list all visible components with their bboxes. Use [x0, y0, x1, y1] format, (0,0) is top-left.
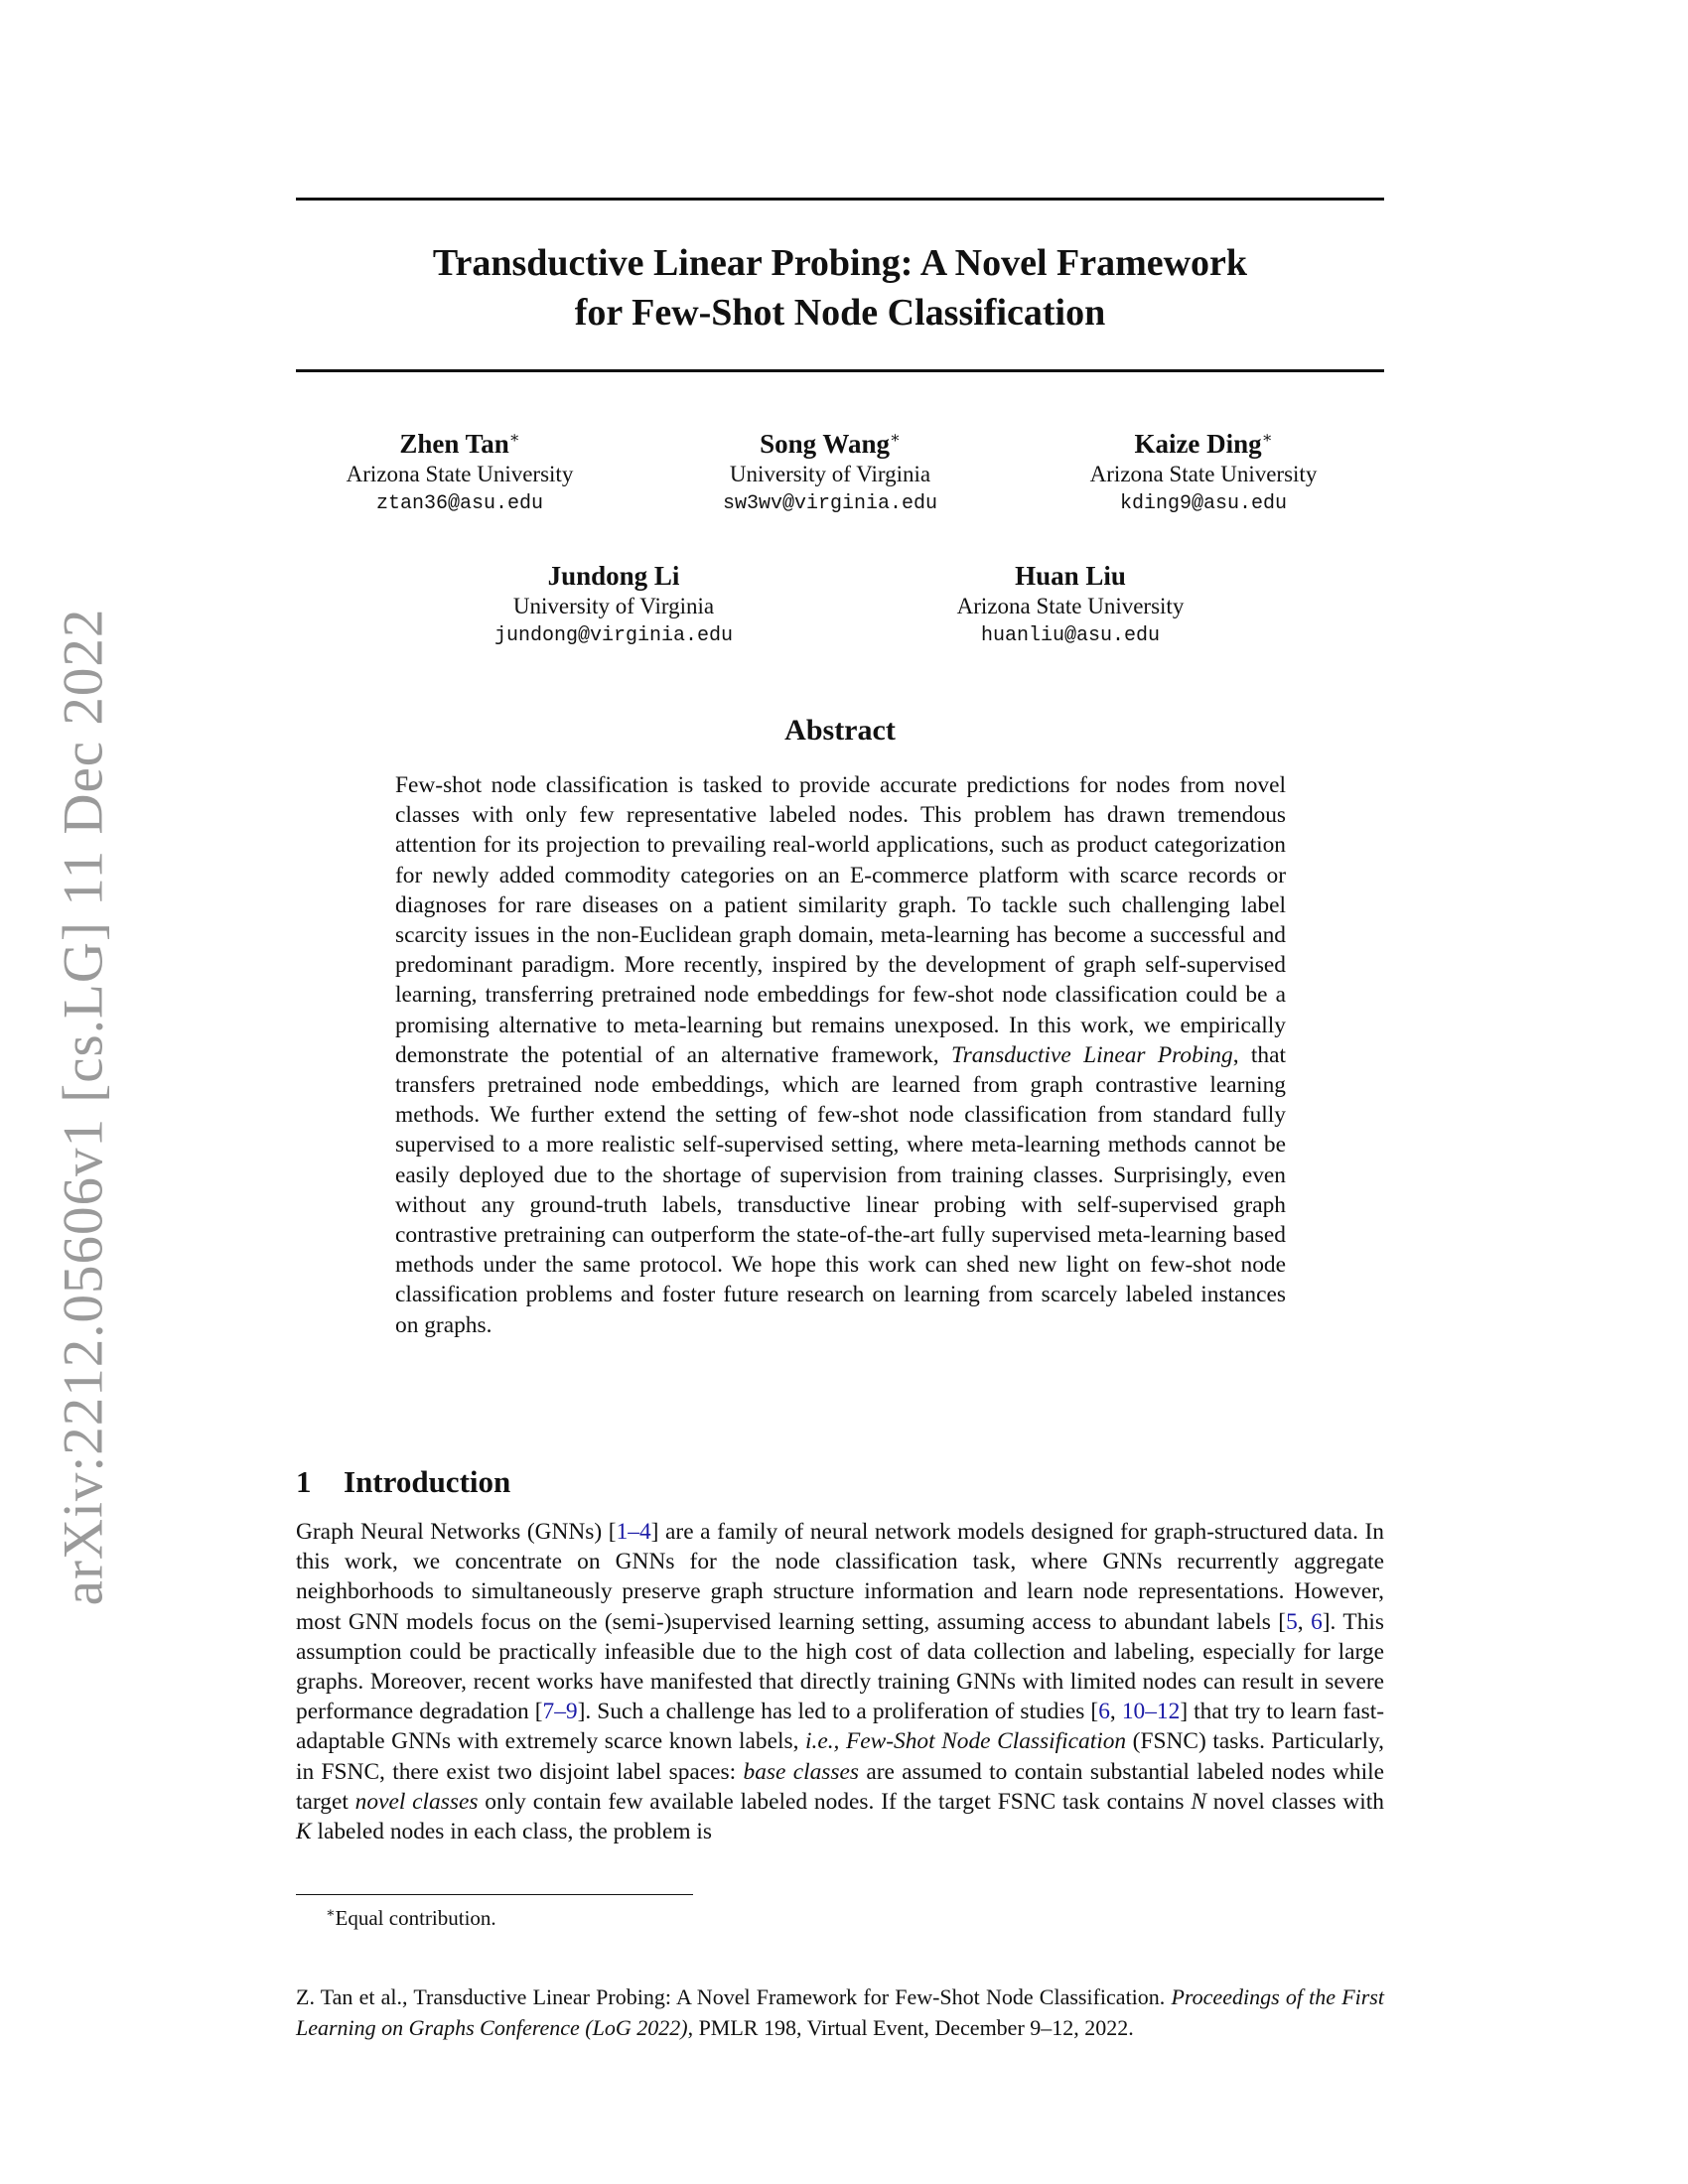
author-block	[995, 423, 1412, 519]
author-name: Zhen Tan	[399, 429, 509, 459]
footnote-text: Equal contribution.	[335, 1906, 496, 1930]
math-symbol: K	[296, 1819, 312, 1845]
title-rule-top	[296, 198, 1384, 201]
paper-title	[296, 238, 1384, 338]
author-email[interactable]: kding9@asu.edu	[1119, 492, 1288, 515]
citation-rest: , PMLR 198, Virtual Event, December 9–12, 2022.	[687, 2015, 1134, 2040]
footnote-mark: ∗	[326, 1906, 336, 1921]
abstract-text: , that transfers pretrained node embeddings, which are learned from graph contrastive learning methods. We further extend the setting of few-shot node classification from standard fully supervised to a more realistic self-supervised setting, where meta-learning methods cannot be easily deployed due to the shortage of supervision from training classes. Surprisingly, even without any ground-truth labels, transductive linear probing with self-supervised graph contrastive pretraining can outperform the state-of-the-art fully supervised meta-learning based methods under the same protocol. We hope this work can shed new light on few-shot node classification problems and foster future research on learning from scarcely labeled instances on graphs.	[395, 1041, 1286, 1338]
citation-plain: Z. Tan et al., Transductive Linear Probing: A Novel Framework for Few-Shot Node Classification.	[296, 1984, 1172, 2009]
abstract-text: Few-shot node classification is tasked to provide accurate predictions for nodes from novel classes with only few representative labeled nodes. This problem has drawn tremendous attention for its projection to prevailing real-world applications, such as product categorization for newly added commodity categories on an E-commerce platform with scarce records or diagnoses for rare diseases on a patient similarity graph. To tackle such challenging label scarcity issues in the non-Euclidean graph domain, meta-learning has become a successful and predominant paradigm. More recently, inspired by the development of graph self-supervised learning, transferring pretrained node embeddings for few-shot node classification could be a promising alternative to meta-learning but remains unexposed. In this work, we empirically demonstrate the potential of an alternative framework,	[395, 772, 1286, 1068]
intro-text: only contain few available labeled nodes. If the target FSNC task contains	[478, 1788, 1192, 1815]
section-number: 1	[296, 1464, 312, 1499]
footnote-rule	[296, 1894, 693, 1895]
citation-link[interactable]: 1–4	[616, 1519, 651, 1545]
intro-text: ,	[1109, 1699, 1122, 1725]
citation-link[interactable]: 5	[1286, 1608, 1298, 1635]
section-title: Introduction	[344, 1464, 511, 1499]
title-line-2: for Few-Shot Node Classification	[574, 292, 1106, 334]
intro-emphasis: i.e., Few-Shot Node Classification	[804, 1728, 1127, 1755]
author-name: Song Wang	[760, 429, 890, 459]
title-rule-bottom	[296, 369, 1384, 372]
citation-link[interactable]: 6	[1098, 1699, 1110, 1725]
footnote	[326, 1900, 496, 1932]
intro-text: are assumed to contain substantial labeled nodes while target	[296, 1758, 1384, 1815]
author-name: Kaize Ding	[1134, 429, 1262, 459]
author-affiliation: Arizona State University	[346, 462, 574, 486]
intro-paragraph	[296, 1517, 1384, 1846]
author-mark: ∗	[508, 430, 520, 447]
citation-link[interactable]: 6	[1311, 1608, 1323, 1635]
intro-text: Graph Neural Networks (GNNs) [	[296, 1519, 617, 1545]
intro-text: ]. Such a challenge has led to a proliferation of studies [	[577, 1699, 1099, 1725]
intro-emphasis: base classes	[743, 1758, 859, 1785]
arxiv-id: arXiv:2212.05606v1 [cs.LG] 11 Dec 2022	[52, 608, 115, 1606]
author-block	[622, 423, 1039, 519]
abstract-body	[395, 770, 1286, 1340]
math-symbol: N	[1191, 1788, 1206, 1815]
author-block	[405, 560, 822, 651]
author-name: Jundong Li	[547, 561, 680, 591]
intro-text: novel classes with	[1205, 1788, 1384, 1815]
author-mark: ∗	[889, 430, 901, 447]
author-name: Huan Liu	[1015, 561, 1126, 591]
citation-footer	[296, 1981, 1384, 2043]
author-email[interactable]: sw3wv@virginia.edu	[722, 492, 938, 515]
author-affiliation: University of Virginia	[512, 594, 715, 618]
author-block	[862, 560, 1279, 651]
intro-text: (FSNC) tasks. Particularly, in FSNC, there exist two disjoint label spaces:	[296, 1728, 1384, 1785]
intro-text: ] are a family of neural network models designed for graph-structured data. In this work, we concentrate on GNNs for the node classification task, where GNNs recurrently aggregate neighborhoods to simultaneously preserve graph structure information and learn node representations. However, most GNN models focus on the (semi-)supervised learning setting, assuming access to abundant labels [	[296, 1519, 1384, 1635]
intro-text: labeled nodes in each class, the problem is	[311, 1819, 712, 1845]
intro-text: ,	[1297, 1608, 1312, 1635]
abstract-emphasis: Transductive Linear Probing	[950, 1041, 1233, 1068]
author-affiliation: University of Virginia	[729, 462, 931, 486]
citation-link[interactable]: 10–12	[1121, 1699, 1181, 1725]
author-email[interactable]: huanliu@asu.edu	[980, 624, 1161, 647]
citation-venue: Proceedings of the First Learning on Graphs Conference (LoG 2022)	[296, 1984, 1384, 2040]
author-block	[251, 423, 668, 519]
intro-text: ]. This assumption could be practically infeasible due to the high cost of data collection and labeling, especially for large graphs. Moreover, recent works have manifested that directly training GNNs with limited nodes can result in severe performance degradation [	[296, 1608, 1384, 1725]
section-heading	[296, 1463, 510, 1501]
author-affiliation: Arizona State University	[1089, 462, 1318, 486]
author-email[interactable]: jundong@virginia.edu	[493, 624, 734, 647]
author-email[interactable]: ztan36@asu.edu	[375, 492, 544, 515]
abstract-heading: Abstract	[784, 714, 896, 747]
author-affiliation: Arizona State University	[956, 594, 1185, 618]
intro-emphasis: novel classes	[354, 1788, 479, 1815]
intro-text: ] that try to learn fast-adaptable GNNs with extremely scarce known labels,	[296, 1699, 1384, 1755]
title-line-1: Transductive Linear Probing: A Novel Framework	[432, 242, 1248, 284]
citation-link[interactable]: 7–9	[542, 1699, 578, 1725]
author-mark: ∗	[1261, 430, 1273, 447]
